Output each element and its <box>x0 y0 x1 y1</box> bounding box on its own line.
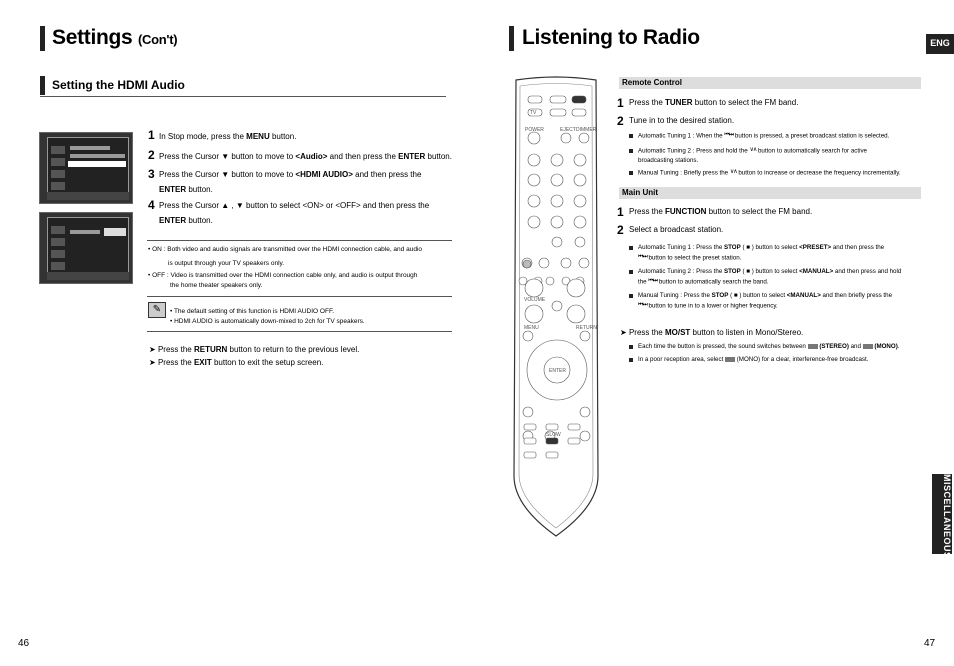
main-bullet-1: Automatic Tuning 1 : Press the STOP ( ■ ) button to select <PRESET> and then press the ⏮⏭ button to select the preset station. <box>638 243 923 262</box>
remote-return-label: RETURN <box>576 325 597 331</box>
step-2-text: Press the Cursor ▼ button to move to <Audio> and then press the ENTER button. <box>159 152 452 161</box>
skip-icon: ⏮⏭ <box>648 277 658 284</box>
main-step-1-number: 1 <box>617 205 624 219</box>
remote-enter-label: ENTER <box>549 368 566 374</box>
step-4-text: Press the Cursor ▲ , ▼ button to select <ON> or <OFF> and then press the ENTER button. <box>159 201 430 225</box>
remote-menu-label: MENU <box>524 325 539 331</box>
section-title: Setting the HDMI Audio <box>52 78 185 92</box>
note-off: • OFF : Video is transmitted over the HDMI connection cable only, and audio is output through <box>148 272 418 279</box>
mono-indicator-icon <box>725 357 735 362</box>
mono-stereo-tip: ➤ Press the MO/ST button to listen in Mono/Stereo. <box>620 328 804 337</box>
remote-slow-label: SLOW <box>546 432 561 438</box>
skip-icon: ⏮⏭ <box>638 253 647 260</box>
main-bullet-3: Manual Tuning : Press the STOP ( ■ ) button to select <MANUAL> and then briefly press the ⏮⏭ button to tune in to a lower or higher frequency. <box>638 291 923 310</box>
step-1-number: 1 <box>148 128 155 142</box>
note-on-cont: is output through your TV speakers only. <box>168 260 285 267</box>
notes-rule-mid <box>147 296 452 297</box>
tune-icon: ∨∧ <box>729 169 737 175</box>
subtitle-bar <box>40 76 45 95</box>
note-off-cont: the home theater speakers only. <box>170 282 263 289</box>
mono-indicator-icon <box>863 344 873 349</box>
remote-volume-label: VOLUME <box>524 297 546 303</box>
remote-control-illustration <box>510 76 602 540</box>
step-2-number: 2 <box>148 148 155 162</box>
tune-icon: ∨∧ <box>749 147 757 153</box>
main-step-2-text: Select a broadcast station. <box>629 225 724 234</box>
memo-pencil-icon: ✎ <box>148 302 166 318</box>
setup-screen-1 <box>39 132 133 204</box>
main-bullet-2: Automatic Tuning 2 : Press the STOP ( ■ ) button to select <MANUAL> and then press and hold the ⏮⏭ button to automatically search the band. <box>638 267 923 286</box>
remote-step-2-number: 2 <box>617 114 624 128</box>
remote-bullet-3: Manual Tuning : Briefly press the ∨∧ button to increase or decrease the frequency incrementally. <box>638 168 923 178</box>
memo-line-1: • The default setting of this function is HDMI AUDIO OFF. <box>170 308 334 315</box>
step-3-number: 3 <box>148 167 155 181</box>
step-4-number: 4 <box>148 198 155 212</box>
remote-bullet-2: Automatic Tuning 2 : Press and hold the ∨∧ button to automatically search for active broadcasting stations. <box>638 146 900 165</box>
tail-exit: ➤ Press the EXIT button to exit the setup screen. <box>149 358 324 367</box>
title-bar-left <box>40 26 45 51</box>
remote-step-1-number: 1 <box>617 96 624 110</box>
page-title-right: Listening to Radio <box>522 26 700 49</box>
page-title-left: Settings (Con't) <box>52 26 178 49</box>
page-number-left: 46 <box>18 638 30 649</box>
tail-return: ➤ Press the RETURN button to return to the previous level. <box>149 345 360 354</box>
mono-bullet-1: Each time the button is pressed, the sound switches between (STEREO) and (MONO). <box>638 342 923 352</box>
page-number-right: 47 <box>924 638 936 649</box>
main-unit-header: Main Unit <box>619 187 921 199</box>
notes-rule-top <box>147 240 452 241</box>
remote-tv-label: TV <box>530 110 537 116</box>
skip-icon: ⏮⏭ <box>638 301 647 308</box>
note-on: • ON : Both video and audio signals are transmitted over the HDMI connection cable, and audio <box>148 246 422 253</box>
eng-tab: ENG <box>926 34 954 54</box>
section-rule <box>40 96 446 97</box>
skip-icon: ⏮⏭ <box>724 132 734 138</box>
notes-rule-bottom <box>147 331 452 332</box>
arrow-icon: ➤ <box>149 358 156 367</box>
remote-control-header: Remote Control <box>619 77 921 89</box>
arrow-icon: ➤ <box>620 328 627 337</box>
title-bar-right <box>509 26 514 51</box>
main-step-2-number: 2 <box>617 223 624 237</box>
memo-line-2: • HDMI AUDIO is automatically down-mixed to 2ch for TV speakers. <box>170 318 365 325</box>
remote-step-2-text: Tune in to the desired station. <box>629 116 735 125</box>
remote-step-1-text: Press the TUNER button to select the FM band. <box>629 98 799 107</box>
remote-eject-label: EJECT <box>560 127 576 133</box>
remote-bullet-1: Automatic Tuning 1 : When the ⏮⏭ button is pressed, a preset broadcast station is selected. <box>638 131 923 141</box>
step-1-text: In Stop mode, press the MENU button. <box>159 132 297 141</box>
arrow-icon: ➤ <box>149 345 156 354</box>
remote-dimmer-label: DIMMER <box>576 127 597 133</box>
step-3-text: Press the Cursor ▼ button to move to <HDMI AUDIO> and then press the ENTER button. <box>159 170 422 194</box>
main-step-1-text: Press the FUNCTION button to select the FM band. <box>629 207 813 216</box>
miscellaneous-side-tab: MISCELLANEOUS <box>932 474 952 554</box>
mono-bullet-2: In a poor reception area, select (MONO) for a clear, interference-free broadcast. <box>638 355 923 365</box>
setup-screen-2 <box>39 212 133 284</box>
stereo-indicator-icon <box>808 344 818 349</box>
remote-power-label: POWER <box>525 127 544 133</box>
